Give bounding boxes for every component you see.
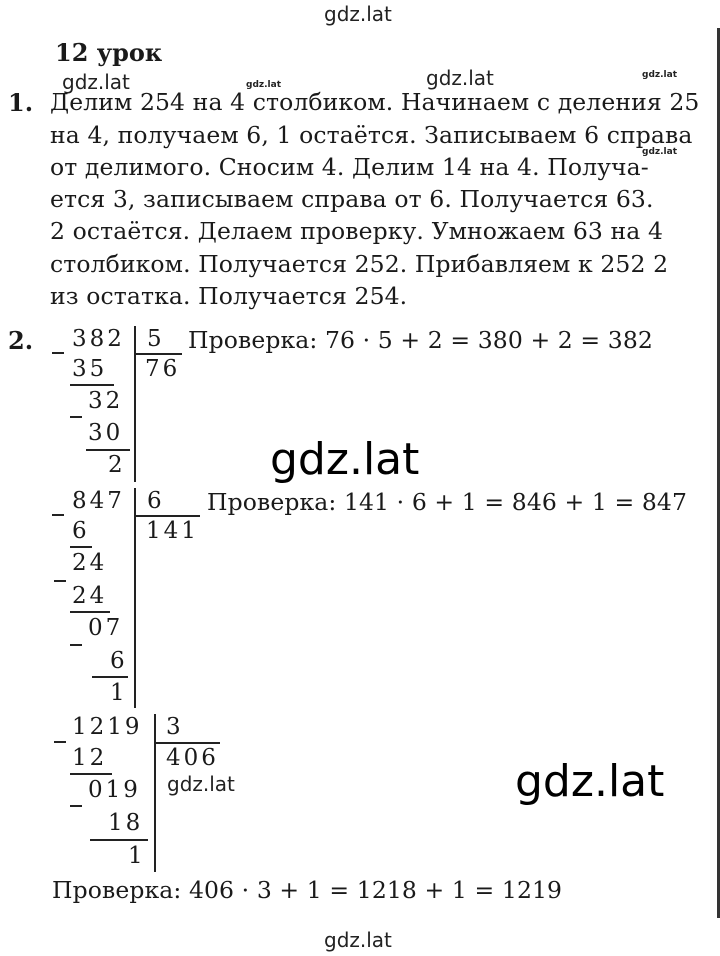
div2-step-6: 1 [110, 680, 128, 706]
watermark-row1-center: gdz.lat [426, 66, 494, 90]
div1-step-1: 35 [72, 356, 108, 382]
div3-divisor-bar [154, 742, 220, 744]
div2-divisor-bar [134, 515, 200, 517]
div2-vertical-bar [134, 488, 136, 708]
watermark-row1-left: gdz.lat [62, 70, 130, 94]
div3-step-3: 18 [108, 810, 144, 836]
div2-step-3: 24 [72, 583, 108, 609]
div3-step-1: 12 [72, 745, 108, 771]
div3-underline-1 [70, 773, 112, 775]
watermark-row1-small-b: gdz.lat [642, 70, 678, 80]
watermark-row1-small-a: gdz.lat [246, 80, 282, 90]
div2-quotient: 141 [146, 518, 199, 544]
task1-line-5: 2 остаётся. Делаем проверку. Умножаем 63 на 4 [50, 217, 663, 245]
div1-step-3: 30 [88, 420, 124, 446]
div1-dividend: 382 [72, 326, 125, 352]
div2-minus-3 [70, 644, 82, 646]
div3-step-2: 019 [88, 777, 141, 803]
watermark-top: gdz.lat [324, 2, 392, 26]
div3-minus-1 [54, 741, 66, 743]
task1-line-2: на 4, получаем 6, 1 остаётся. Записываем 6 справа [50, 121, 693, 149]
div2-dividend: 847 [72, 488, 125, 514]
div1-step-2: 32 [88, 388, 124, 414]
task1-line-1: Делим 254 на 4 столбиком. Начинаем с деления 25 [50, 88, 700, 116]
div2-step-4: 07 [88, 615, 124, 641]
div3-dividend: 1219 [72, 714, 143, 740]
task1-line-3: от делимого. Сносим 4. Делим 14 на 4. Получа- [50, 153, 649, 181]
div2-divisor: 6 [147, 488, 165, 514]
div2-step-2: 24 [72, 550, 108, 576]
div1-minus-2 [70, 416, 82, 418]
div1-underline-1 [70, 384, 114, 386]
task1-line-6: столбиком. Получается 252. Прибавляем к 252 2 [50, 250, 669, 278]
watermark-big-right: gdz.lat [515, 756, 665, 807]
div3-vertical-bar [154, 714, 156, 872]
div1-check: Проверка: 76 · 5 + 2 = 380 + 2 = 382 [188, 326, 653, 354]
watermark-mid-small: gdz.lat [167, 772, 235, 796]
div3-check: Проверка: 406 · 3 + 1 = 1218 + 1 = 1219 [52, 876, 563, 904]
div1-quotient: 76 [145, 356, 181, 382]
div1-vertical-bar [134, 326, 136, 482]
watermark-bottom: gdz.lat [324, 928, 392, 952]
task1-number: 1. [8, 88, 34, 117]
task1-line-4: ется 3, записываем справа от 6. Получается 63. [50, 185, 654, 213]
div2-step-5: 6 [110, 648, 128, 674]
div2-step-1: 6 [72, 518, 90, 544]
div3-step-4: 1 [128, 843, 146, 869]
div1-minus-1 [52, 352, 64, 354]
lesson-title: 12 урок [55, 38, 163, 67]
watermark-big-middle: gdz.lat [270, 434, 420, 485]
div1-underline-2 [86, 449, 130, 451]
div2-check: Проверка: 141 · 6 + 1 = 846 + 1 = 847 [207, 488, 687, 516]
div2-minus-2 [54, 580, 66, 582]
watermark-row1-small-c: gdz.lat [642, 147, 678, 157]
task2-number: 2. [8, 326, 34, 355]
div3-quotient: 406 [166, 745, 219, 771]
div1-divisor: 5 [147, 326, 165, 352]
div3-minus-2 [70, 805, 82, 807]
div2-underline-1 [70, 546, 92, 548]
div2-underline-3 [92, 676, 128, 678]
task1-line-7: из остатка. Получается 254. [50, 282, 408, 310]
div2-minus-1 [52, 514, 64, 516]
div3-divisor: 3 [166, 714, 184, 740]
div1-step-4: 2 [108, 452, 126, 478]
div1-divisor-bar [134, 353, 182, 355]
div2-underline-2 [70, 611, 110, 613]
div3-underline-2 [90, 839, 148, 841]
